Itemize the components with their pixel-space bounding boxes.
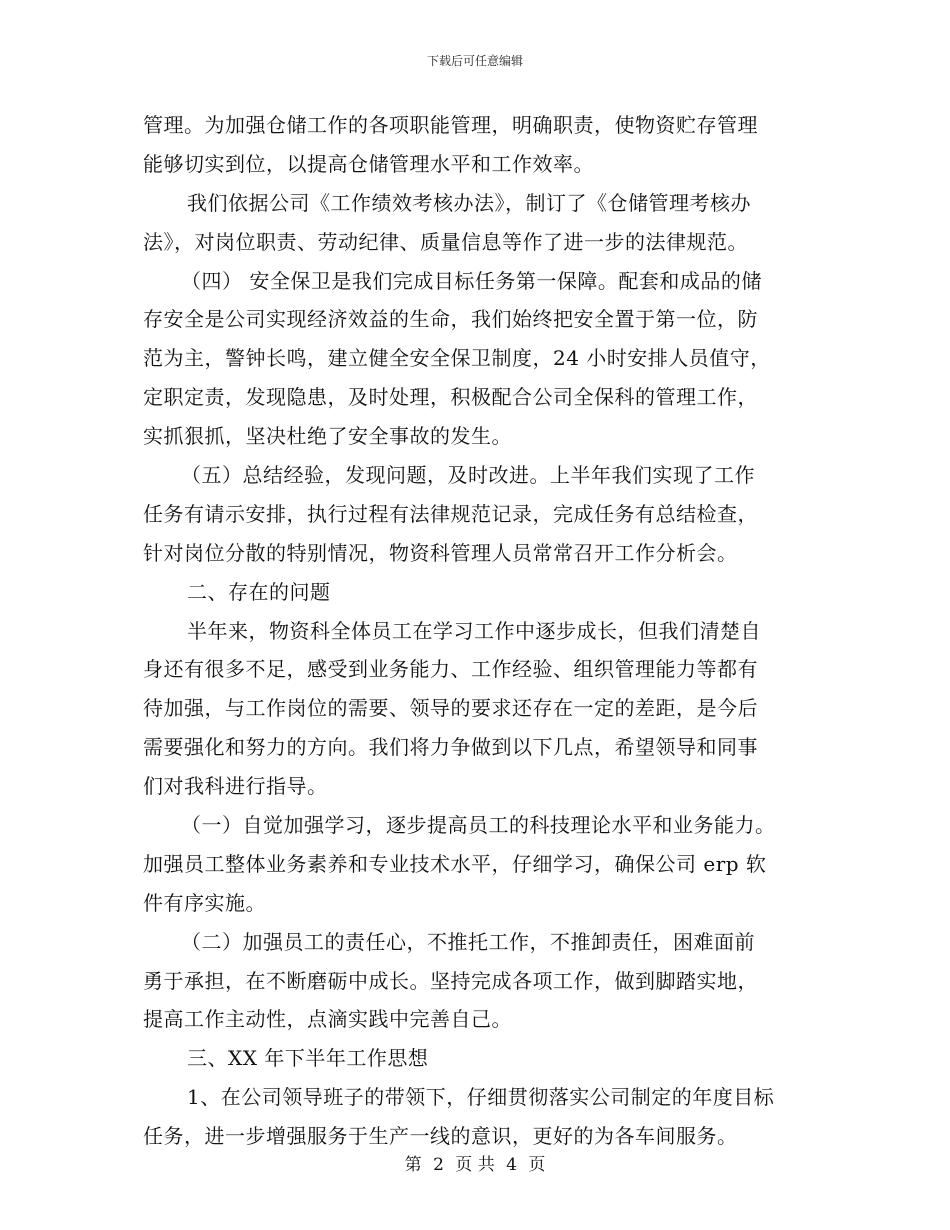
text-line: 需要强化和努力的方向。我们将力争做到以下几点，希望领导和同事 (143, 735, 758, 760)
text-line: 任务有请示安排，执行过程有法律规范记录，完成任务有总结检查， (143, 501, 758, 526)
document-body (143, 106, 815, 1156)
text-line: （一）自觉加强学习，逐步提高员工的科技理论水平和业务能力。 (181, 813, 776, 838)
text-line: 法》，对岗位职责、劳动纪律、质量信息等作了进一步的法律规范。 (143, 229, 748, 254)
text-line: 身还有很多不足，感受到业务能力、工作经验、组织管理能力等都有 (143, 657, 758, 682)
text-line: 1、在公司领导班子的带领下，仔细贯彻落实公司制定的年度目标 (187, 1085, 775, 1110)
text-line: 定职定责，发现隐患，及时处理，积极配合公司全保科的管理工作， (143, 385, 758, 410)
text-line: 针对岗位分散的特别情况，物资科管理人员常常召开工作分析会。 (143, 540, 738, 565)
text-line: 半年来，物资科全体员工在学习工作中逐步成长，但我们清楚自 (187, 618, 761, 643)
footer-suffix: 页 (528, 1155, 546, 1175)
text-line: （四） 安全保卫是我们完成目标任务第一保障。配套和成品的储 (181, 268, 762, 293)
text-line: （二）加强员工的责任心，不推托工作，不推卸责任，困难面前 (181, 929, 755, 954)
text-line: 范为主，警钟长鸣，建立健全安全保卫制度，24 小时安排人员值守， (143, 346, 771, 371)
text-line: 件有序实施。 (143, 890, 266, 915)
text-line: 能够切实到位，以提高仓储管理水平和工作效率。 (143, 151, 594, 176)
text-line: 提高工作主动性，点滴实践中完善自己。 (143, 1007, 512, 1032)
text-line: 我们依据公司《工作绩效考核办法》，制订了《仓储管理考核办 (187, 190, 751, 215)
text-line: 们对我科进行指导。 (143, 774, 328, 799)
text-line: 二、存在的问题 (187, 579, 331, 604)
footer-prefix: 第 (404, 1155, 422, 1175)
page-footer (0, 1150, 950, 1175)
footer-page-number: 2 (433, 1155, 444, 1175)
text-line: 加强员工整体业务素养和专业技术水平，仔细学习，确保公司 erp 软 (143, 851, 767, 876)
text-line: 勇于承担，在不断磨砺中成长。坚持完成各项工作，做到脚踏实地， (143, 968, 758, 993)
page-header: 下载后可任意编辑 (426, 54, 523, 68)
text-line: 实抓狠抓，坚决杜绝了安全事故的发生。 (143, 424, 512, 449)
text-line: （五）总结经验，发现问题，及时改进。上半年我们实现了工作 (181, 463, 755, 488)
text-line: 管理。为加强仓储工作的各项职能管理，明确职责，使物资贮存管理 (143, 113, 758, 137)
text-line: 待加强，与工作岗位的需要、领导的要求还存在一定的差距，是今后 (143, 696, 758, 721)
footer-middle: 页 共 (455, 1155, 495, 1175)
text-line: 存安全是公司实现经济效益的生命，我们始终把安全置于第一位，防 (143, 307, 758, 332)
text-line: 三、XX 年下半年工作思想 (187, 1046, 429, 1071)
text-line: 任务，进一步增强服务于生产一线的意识，更好的为各车间服务。 (143, 1124, 738, 1149)
footer-page-total: 4 (506, 1155, 517, 1175)
